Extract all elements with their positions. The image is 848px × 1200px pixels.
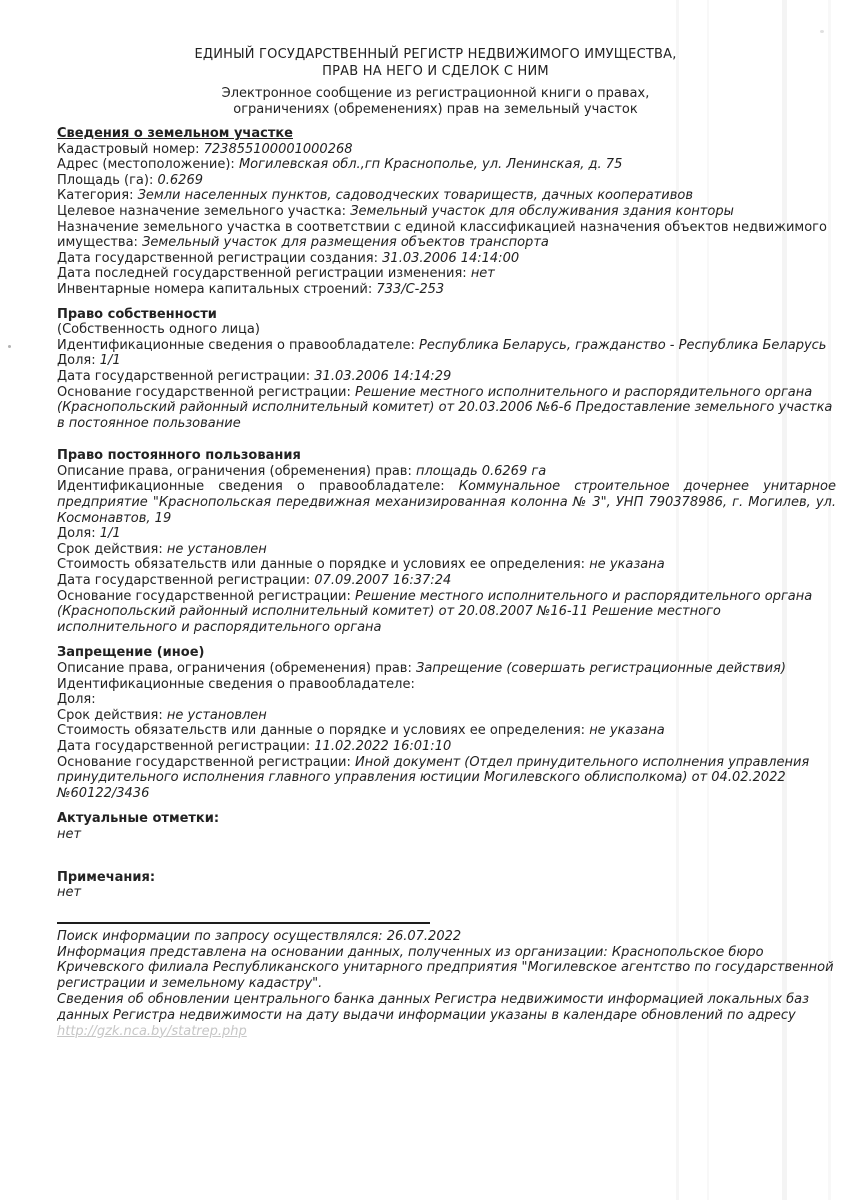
section-heading: Примечания: [57,869,156,885]
field-label: Основание государственной регистрации: [57,384,351,400]
field-line [57,266,836,282]
field-value: 1/1 [99,526,121,542]
source-organization-line: Информация представлена на основании данных, полученных из организации: Краснопольское бюро Кричевского филиала Республиканского унитарного предприятия "Могилевское агентство по государственной регистрации и земельному кадастру". [57,944,834,992]
field-value: не установлен [166,707,267,723]
update-info-line: Сведения об обновлении центрального банка данных Регистра недвижимости информацией локальных баз данных Регистра недвижимости на дату выдачи информации указаны в календаре обновлений по адресу [57,991,810,1023]
field-line [57,755,836,802]
scan-artifact [8,345,11,348]
field-value: Решение местного исполнительного и распорядительного органа (Краснопольский районный исполнительный комитет) от 20.08.2007 №16-11 Решение местного исполнительного и распорядительного органа [57,588,813,635]
field-value: 723855100001000268 [203,141,353,157]
field-line [57,282,836,298]
field-value: Решение местного исполнительного и распорядительного органа (Краснопольский районный исполнительный комитет) от 20.03.2006 №6-6 Предоставление земельного участка в постоянное пользование [57,384,833,431]
section-permanent-use-right [57,448,836,635]
field-label: Доля: [57,526,96,542]
field-label: Кадастровый номер: [57,141,200,157]
document-body [57,126,836,901]
field-value: не указана [589,723,665,739]
field-line [57,589,836,636]
field-label: Адрес (местоположение): [57,157,235,173]
scan-artifact [820,30,824,33]
document-subtitle-line2: ограничениях (обременениях) прав на земельный участок [233,102,638,117]
field-line [57,542,836,558]
document-subtitle-line1: Электронное сообщение из регистрационной книги о правах, [221,86,650,101]
field-line [57,338,836,354]
section-heading: Право постоянного пользования [57,448,301,464]
field-label: Срок действия: [57,541,163,557]
field-value: 11.02.2022 16:01:10 [314,738,452,754]
field-value: 733/С-253 [376,281,445,297]
section-heading: Сведения о земельном участке [57,126,293,141]
field-label: Основание государственной регистрации: [57,754,351,770]
field-value: Республика Беларусь, гражданство - Республика Беларусь [418,337,827,353]
section-heading: Запрещение (иное) [57,645,205,661]
field-value: Запрещение (совершать регистрационные действия) [415,661,786,676]
field-value: Земельный участок для обслуживания здания конторы [350,203,734,219]
field-line [57,827,836,843]
field-line [57,157,836,173]
section-ownership-right [57,307,836,432]
field-value: 1/1 [99,353,121,369]
field-line [57,353,836,369]
field-label: Идентификационные сведения о правообладателе: [57,479,445,495]
section-notes [57,870,836,901]
field-value: 31.03.2006 14:14:29 [314,368,452,384]
field-label: Доля: [57,353,96,369]
section-heading: Право собственности [57,306,217,322]
field-label: Основание государственной регистрации: [57,588,351,604]
field-line [57,188,836,204]
field-line [57,739,836,755]
field-label: Дата государственной регистрации создания: [57,250,379,266]
field-label: (Собственность одного лица) [57,322,260,338]
field-line [57,369,836,385]
field-label: Дата государственной регистрации: [57,368,311,384]
registry-title-line2: ПРАВ НА НЕГО И СДЕЛОК С НИМ [322,64,549,79]
section-land-plot-info [57,126,836,298]
statrep-link[interactable]: http://gzk.nca.by/statrep.php [57,1023,247,1039]
document-footer [57,922,836,1040]
field-label: Доля: [57,692,96,708]
field-line [57,723,836,739]
field-label: Категория: [57,188,134,204]
section-heading: Актуальные отметки: [57,811,220,827]
field-label: Идентификационные сведения о правообладателе: [57,676,415,692]
field-value: Земельный участок для размещения объектов транспорта [142,235,549,251]
field-line [57,142,836,158]
field-line [57,526,836,542]
field-label: Назначение земельного участка в соответствии с единой классификацией назначения объектов недвижимого имущества: [57,219,827,251]
field-value: 31.03.2006 14:14:00 [382,250,520,266]
field-value: площадь 0.6269 га [415,463,547,479]
field-line [57,692,836,708]
document-header [57,46,836,118]
field-line [57,385,836,432]
field-line [57,708,836,724]
field-value: Земли населенных пунктов, садоводческих товариществ, дачных кооперативов [137,188,693,204]
section-prohibition [57,645,836,801]
field-value: 0.6269 [157,172,203,188]
field-line [57,885,836,901]
field-line [57,557,836,573]
search-date-line: Поиск информации по запросу осуществлялся: 26.07.2022 [57,928,462,944]
field-label: Описание права, ограничения (обременения) прав: [57,661,412,676]
field-line [57,251,836,267]
field-value: Коммунальное строительное дочернее унитарное предприятие "Краснопольская передвижная механизированная колонна № 3", УНП 790378986, г. Могилев, ул. Космонавтов, 19 [57,479,836,526]
field-label: Площадь (га): [57,172,154,188]
field-line [57,204,836,220]
field-line [57,573,836,589]
field-label: Инвентарные номера капитальных строений: [57,281,373,297]
field-value: нет [57,885,82,901]
field-line [57,220,836,251]
section-actual-marks [57,811,836,842]
field-line [57,661,836,677]
field-value: Могилевская обл.,гп Краснополье, ул. Ленинская, д. 75 [238,157,623,173]
field-label: Дата государственной регистрации: [57,738,311,754]
field-value: не указана [589,557,665,573]
field-line [57,322,836,338]
registry-title-line1: ЕДИНЫЙ ГОСУДАРСТВЕННЫЙ РЕГИСТР НЕДВИЖИМОГО ИМУЩЕСТВА, [194,47,677,62]
field-label: Срок действия: [57,707,163,723]
field-label: Описание права, ограничения (обременения) прав: [57,463,412,479]
field-line [57,464,836,480]
field-label: Дата государственной регистрации: [57,573,311,589]
field-line [57,677,836,693]
field-value: Иной документ (Отдел принудительного исполнения управления принудительного исполнения главного управления юстиции Могилевского облисполкома) от 04.02.2022 №60122/3436 [57,754,810,801]
field-label: Идентификационные сведения о правообладателе: [57,337,415,353]
field-label: Стоимость обязательств или данные о порядке и условиях ее определения: [57,557,586,573]
field-value: нет [470,266,495,282]
field-line [57,479,836,526]
field-label: Целевое назначение земельного участка: [57,203,347,219]
field-value: 07.09.2007 16:37:24 [314,573,452,589]
field-value: нет [57,826,82,842]
field-label: Дата последней государственной регистрации изменения: [57,266,467,282]
field-label: Стоимость обязательств или данные о порядке и условиях ее определения: [57,723,586,739]
divider-rule [57,922,430,924]
field-line [57,173,836,189]
field-value: не установлен [166,541,267,557]
